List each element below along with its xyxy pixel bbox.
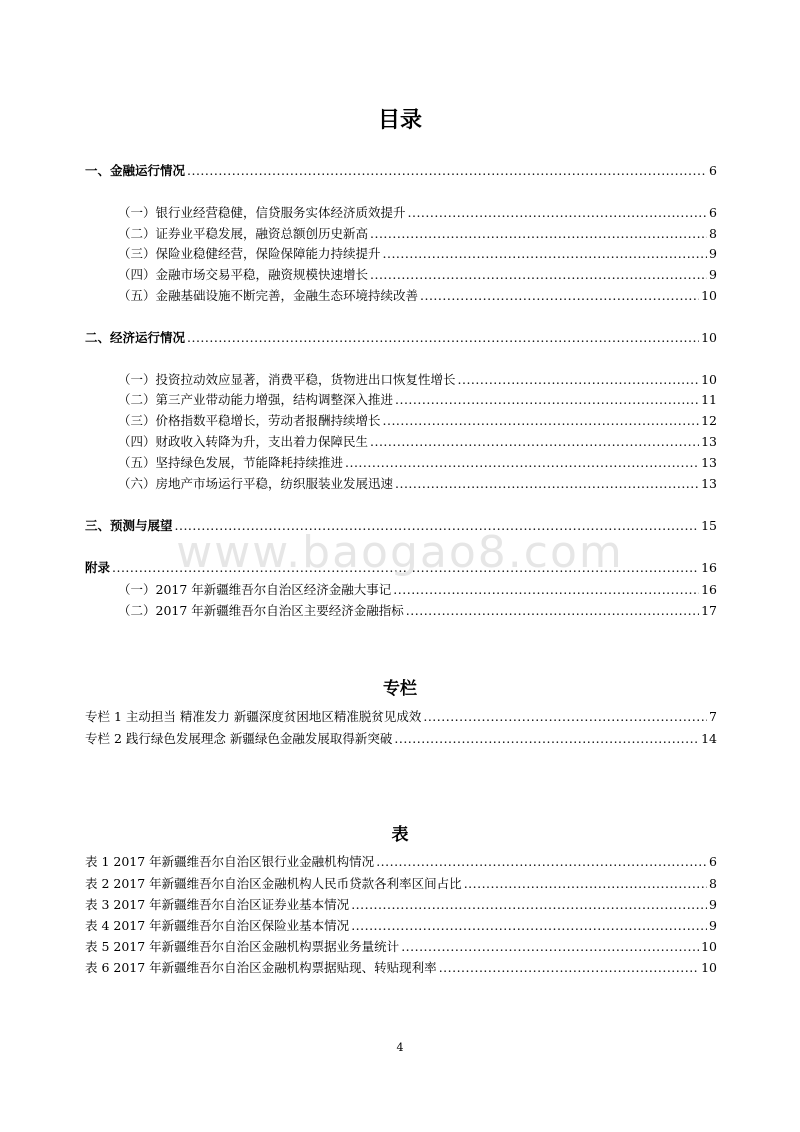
leader-dots — [383, 413, 700, 429]
leader-dots — [112, 560, 699, 576]
leader-dots — [187, 163, 707, 179]
leader-dots — [464, 876, 707, 892]
leader-dots — [393, 582, 699, 598]
table-entry-page: 8 — [709, 876, 717, 891]
table-entry[interactable] — [85, 854, 717, 870]
leader-dots — [370, 434, 699, 450]
toc-entry[interactable] — [118, 267, 717, 283]
column-entry-text: 专栏 2 践行绿色发展理念 新疆绿色金融发展取得新突破 — [85, 731, 393, 746]
column-entry[interactable] — [85, 731, 717, 747]
toc-entry-text: （四）金融市场交易平稳，融资规模快速增长 — [118, 267, 369, 282]
toc-entry-page: 16 — [701, 560, 717, 575]
table-entry-page: 10 — [701, 939, 717, 954]
table-entry-text: 表 2 2017 年新疆维吾尔自治区金融机构人民币贷款各利率区间占比 — [85, 876, 462, 891]
table-entry-text: 表 6 2017 年新疆维吾尔自治区金融机构票据贴现、转贴现利率 — [85, 960, 437, 975]
toc-entry-page: 8 — [709, 226, 717, 241]
toc-entry-text: （一）投资拉动效应显著，消费平稳，货物进出口恢复性增长 — [118, 372, 456, 387]
table-entry-page: 9 — [709, 918, 717, 933]
toc-entry-text: 二、经济运行情况 — [85, 330, 186, 345]
table-entry-page: 10 — [701, 960, 717, 975]
toc-entry[interactable] — [118, 455, 717, 471]
toc-entry-text: （二）2017 年新疆维吾尔自治区主要经济金融指标 — [118, 603, 404, 618]
toc-entry-text: （二）证券业平稳发展，融资总额创历史新高 — [118, 226, 369, 241]
page-number: 4 — [396, 1041, 404, 1054]
toc-entry-text: （二）第三产业带动能力增强，结构调整深入推进 — [118, 392, 394, 407]
toc-entry[interactable] — [118, 392, 717, 408]
table-entry[interactable] — [85, 918, 717, 934]
leader-dots — [370, 226, 707, 242]
leader-dots — [394, 731, 699, 747]
leader-dots — [423, 709, 707, 725]
toc-entry[interactable] — [118, 434, 717, 450]
toc-entry-page: 6 — [709, 205, 717, 220]
toc-entry[interactable] — [118, 288, 717, 304]
toc-entry[interactable] — [118, 205, 717, 221]
column-entry-page: 7 — [709, 709, 717, 724]
leader-dots — [458, 372, 700, 388]
toc-entry[interactable] — [118, 372, 717, 388]
leader-dots — [376, 854, 707, 870]
toc-entry-page: 17 — [701, 603, 717, 618]
toc-entry-page: 13 — [701, 434, 717, 449]
toc-entry-page: 10 — [701, 372, 717, 387]
toc-entry[interactable] — [118, 246, 717, 262]
leader-dots — [345, 455, 699, 471]
toc-entry-page: 10 — [701, 330, 717, 345]
table-entry-text: 表 5 2017 年新疆维吾尔自治区金融机构票据业务量统计 — [85, 939, 400, 954]
leader-dots — [383, 246, 708, 262]
leader-dots — [351, 918, 707, 934]
toc-entry-page: 13 — [701, 455, 717, 470]
toc-entry-text: 附录 — [85, 560, 111, 575]
toc-entry-text: 一、金融运行情况 — [85, 163, 186, 178]
toc-entry-text: （五）坚持绿色发展，节能降耗持续推进 — [118, 455, 344, 470]
table-entry-text: 表 4 2017 年新疆维吾尔自治区保险业基本情况 — [85, 918, 350, 933]
leader-dots — [370, 267, 707, 283]
toc-entry-text: （四）财政收入转降为升，支出着力保障民生 — [118, 434, 369, 449]
toc-entry[interactable] — [118, 226, 717, 242]
toc-entry-page: 9 — [709, 246, 717, 261]
toc-entry-page: 13 — [701, 476, 717, 491]
leader-dots — [420, 288, 699, 304]
table-entry-text: 表 3 2017 年新疆维吾尔自治区证券业基本情况 — [85, 897, 350, 912]
toc-entry-text: （五）金融基础设施不断完善，金融生态环境持续改善 — [118, 288, 419, 303]
table-entry[interactable] — [85, 897, 717, 913]
leader-dots — [406, 603, 699, 619]
toc-entry-page: 16 — [701, 582, 717, 597]
leader-dots — [439, 960, 699, 976]
toc-entry-page: 10 — [701, 288, 717, 303]
toc-entry-section-3[interactable] — [85, 518, 717, 534]
column-section-title: 专栏 — [383, 679, 417, 699]
watermark: www.baogao8.com — [176, 527, 624, 578]
leader-dots — [187, 330, 699, 346]
toc-entry-page: 6 — [709, 163, 717, 178]
toc-entry-page: 15 — [701, 518, 717, 533]
toc-entry-section-2[interactable] — [85, 330, 717, 346]
leader-dots — [395, 476, 699, 492]
column-entry[interactable] — [85, 709, 717, 725]
table-section-title: 表 — [391, 825, 409, 845]
table-entry-text: 表 1 2017 年新疆维吾尔自治区银行业金融机构情况 — [85, 854, 375, 869]
leader-dots — [351, 897, 707, 913]
toc-entry[interactable] — [118, 476, 717, 492]
toc-entry-text: （一）2017 年新疆维吾尔自治区经济金融大事记 — [118, 582, 392, 597]
column-entry-text: 专栏 1 主动担当 精准发力 新疆深度贫困地区精准脱贫见成效 — [85, 709, 422, 724]
toc-entry-text: （六）房地产市场运行平稳，纺织服装业发展迅速 — [118, 476, 394, 491]
toc-entry-section-1[interactable] — [85, 163, 717, 179]
toc-entry-text: （三）保险业稳健经营，保险保障能力持续提升 — [118, 246, 381, 261]
leader-dots — [401, 939, 699, 955]
toc-entry-page: 11 — [701, 392, 717, 407]
table-entry[interactable] — [85, 876, 717, 892]
toc-entry-appendix[interactable] — [85, 560, 717, 576]
toc-entry-text: （三）价格指数平稳增长，劳动者报酬持续增长 — [118, 413, 381, 428]
toc-entry-text: 三、预测与展望 — [85, 518, 173, 533]
leader-dots — [395, 392, 699, 408]
toc-entry[interactable] — [118, 413, 717, 429]
toc-entry[interactable] — [118, 582, 717, 598]
toc-entry-page: 9 — [709, 267, 717, 282]
column-entry-page: 14 — [701, 731, 717, 746]
toc-entry[interactable] — [118, 603, 717, 619]
table-entry[interactable] — [85, 960, 717, 976]
leader-dots — [408, 205, 708, 221]
table-entry[interactable] — [85, 939, 717, 955]
table-entry-page: 6 — [709, 854, 717, 869]
toc-entry-text: （一）银行业经营稳健，信贷服务实体经济质效提升 — [118, 205, 406, 220]
table-entry-page: 9 — [709, 897, 717, 912]
leader-dots — [175, 518, 700, 534]
toc-entry-page: 12 — [701, 413, 717, 428]
toc-title: 目录 — [377, 108, 422, 133]
